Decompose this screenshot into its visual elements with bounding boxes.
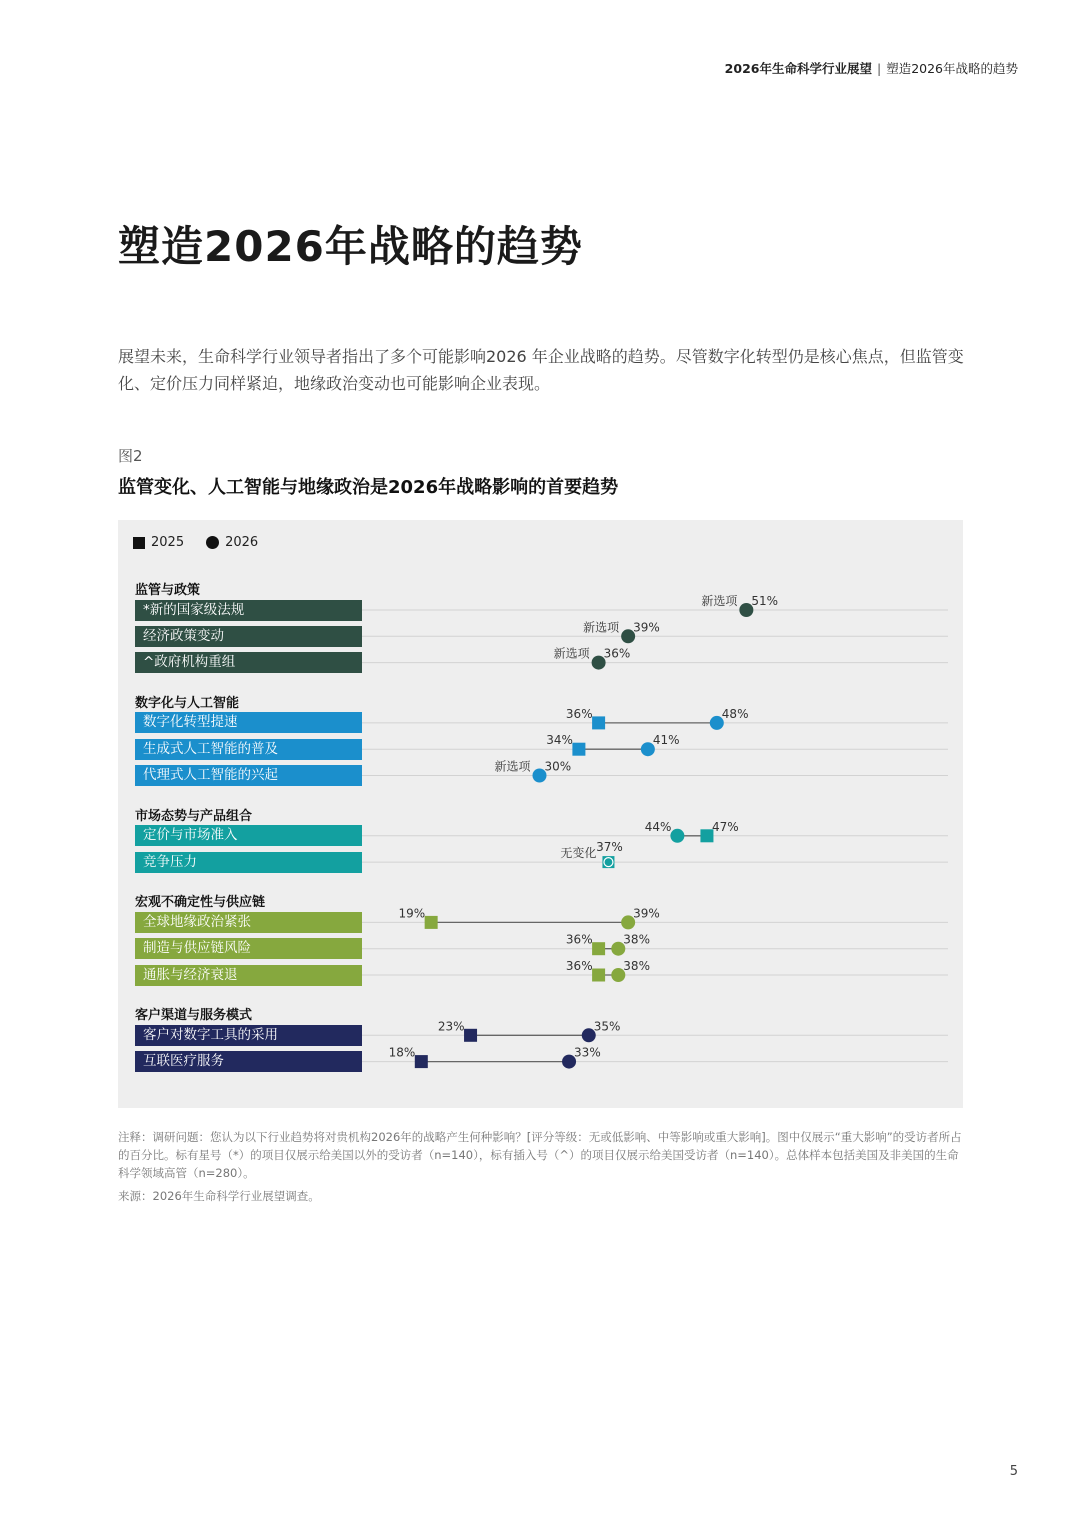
- value-label-2026: 36%: [603, 646, 631, 661]
- new-option-label: 新选项: [494, 759, 531, 774]
- page-number: 5: [1009, 1464, 1018, 1479]
- marker-2025: [592, 716, 605, 729]
- marker-2026: [670, 829, 684, 843]
- group-title: 客户渠道与服务模式: [135, 1008, 253, 1024]
- intro-paragraph: 展望未来，生命科学行业领导者指出了多个可能影响2026 年企业战略的趋势。尽管数字化转型仍是核心焦点，但监管变化、定价压力同样紧迫，地缘政治变动也可能影响企业表现。: [118, 347, 964, 393]
- row-label: 定价与市场准入: [135, 825, 362, 846]
- figure-note: 注释：调研问题：您认为以下行业趋势将对贵机构2026年的战略产生何种影响？[评分等级：无或低影响、中等影响或重大影响]。图中仅展示“重大影响”的受访者所占的百分比。标有星号（*）的项目仅展示给美国以外的受访者（n=140），标有插入号（^）的项目仅展示给美国受访者（n=140）。总体样本包括美国及非美国的生命科学领域高管（n=280）。: [118, 1130, 962, 1180]
- value-label-2026: 38%: [623, 932, 650, 947]
- row-label: 全球地缘政治紧张: [135, 912, 362, 933]
- value-label-2026: 51%: [751, 594, 779, 608]
- value-label-2025: 47%: [711, 819, 739, 834]
- row-label: 互联医疗服务: [135, 1051, 362, 1072]
- row-label: 竞争压力: [135, 852, 362, 873]
- group-title: 监管与政策: [135, 583, 201, 598]
- row-label: ^政府机构重组: [135, 652, 362, 673]
- marker-2025: [572, 743, 585, 756]
- row-label: 客户对数字工具的采用: [135, 1025, 362, 1046]
- chart-panel: [118, 520, 963, 1108]
- value-label-2026: 38%: [623, 959, 650, 973]
- group-title: 市场态势与产品组合: [135, 808, 253, 824]
- value-label-2025: 36%: [565, 959, 593, 973]
- row-label: 生成式人工智能的普及: [135, 739, 362, 760]
- value-label-2026: 35%: [593, 1019, 621, 1034]
- header-section: 塑造2026年战略的趋势: [886, 61, 1018, 76]
- new-option-label: 新选项: [701, 594, 738, 608]
- value-label-2025: 36%: [565, 706, 593, 721]
- figure-title: 监管变化、人工智能与地缘政治是2026年战略影响的首要趋势: [118, 477, 619, 498]
- group-title: 数字化与人工智能: [135, 695, 240, 711]
- page-title: 塑造2026年战略的趋势: [118, 222, 583, 271]
- legend-2026-label: 2026: [225, 535, 259, 550]
- value-label-2025: 18%: [388, 1045, 416, 1060]
- header-separator: |: [876, 61, 882, 76]
- marker-2025: [592, 969, 605, 982]
- no-change-label: 无变化: [560, 846, 597, 861]
- value-label-2025: 19%: [398, 906, 426, 921]
- new-option-label: 新选项: [583, 620, 620, 635]
- row-label: 通胀与经济衰退: [135, 965, 362, 986]
- figure-source: 来源：2026年生命科学行业展望调查。: [118, 1189, 320, 1203]
- group-title: 宏观不确定性与供应链: [135, 895, 266, 911]
- figure-number: 图2: [118, 447, 143, 465]
- value-label-2026: 41%: [652, 733, 680, 748]
- header-doc-title: 2026年生命科学行业展望: [724, 61, 872, 76]
- marker-2025: [425, 916, 438, 929]
- running-header: [725, 59, 1018, 77]
- marker-2025: [415, 1055, 428, 1068]
- value-label-2026: 39%: [633, 620, 660, 635]
- value-label-2026: 48%: [721, 706, 749, 721]
- marker-2025: [464, 1029, 477, 1042]
- row-label: 经济政策变动: [135, 626, 362, 647]
- value-label-2025: 34%: [546, 733, 573, 748]
- marker-2025: [592, 942, 605, 955]
- legend-2025-label: 2025: [151, 535, 185, 550]
- row-label: *新的国家级法规: [135, 600, 362, 621]
- row-label: 数字化转型提速: [135, 712, 362, 733]
- value-label-2026: 33%: [574, 1045, 601, 1060]
- row-label: 代理式人工智能的兴起: [135, 765, 362, 786]
- value-label-2026: 39%: [633, 906, 660, 921]
- new-option-label: 新选项: [553, 646, 590, 661]
- value-label-2025: 23%: [437, 1019, 465, 1034]
- value-label-2026: 44%: [644, 819, 672, 834]
- value-label-2026: 37%: [596, 840, 623, 855]
- value-label-2026: 30%: [544, 759, 572, 774]
- row-label: 制造与供应链风险: [135, 938, 362, 959]
- value-label-2025: 36%: [565, 932, 593, 947]
